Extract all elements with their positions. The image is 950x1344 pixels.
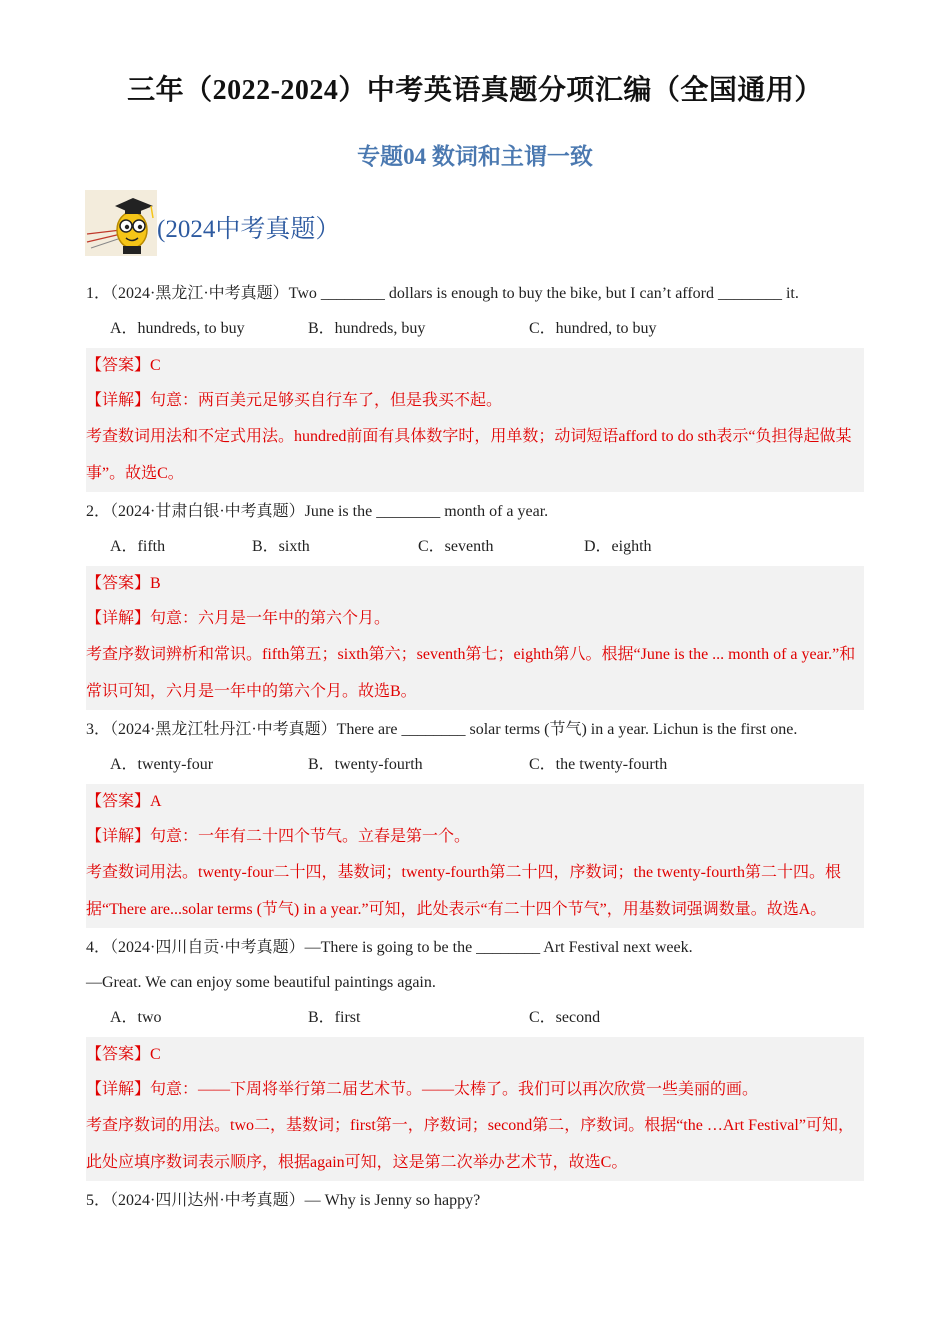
option: B．twenty-fourth bbox=[308, 756, 423, 773]
option: A．twenty-four bbox=[110, 756, 214, 773]
detail-line: 【详解】句意：两百美元足够买自行车了，但是我买不起。 bbox=[86, 392, 503, 409]
options-row bbox=[86, 1000, 864, 1035]
question-stem: 1．（2024·黑龙江·中考真题）Two ________ dollars is enough to buy the bike, but I can’t afford ________ it. bbox=[86, 285, 799, 302]
option: C．hundred, to buy bbox=[529, 320, 657, 337]
options-row bbox=[86, 311, 864, 346]
section-label: (2024中考真题） bbox=[157, 216, 341, 243]
answer-line: 【答案】B bbox=[86, 575, 161, 592]
option: B．hundreds, buy bbox=[308, 320, 426, 337]
answer-box bbox=[86, 784, 864, 928]
option: C．seventh bbox=[418, 538, 494, 555]
question-stem: 4．（2024·四川自贡·中考真题）—There is going to be the ________ Art Festival next week. bbox=[86, 939, 693, 956]
option: B．first bbox=[308, 1009, 361, 1026]
analysis-text: 考查数词用法和不定式用法。hundred前面有具体数字时，用单数；动词短语afford to do sth表示“负担得起做某事”。故选C。 bbox=[86, 428, 852, 482]
detail-line: 【详解】句意：六月是一年中的第六个月。 bbox=[86, 610, 391, 627]
options-row bbox=[86, 529, 864, 564]
answer-line: 【答案】A bbox=[86, 793, 162, 810]
topic-subtitle: 专题04 数词和主谓一致 bbox=[357, 144, 593, 169]
option: A．two bbox=[110, 1009, 162, 1026]
question-list bbox=[86, 276, 864, 1218]
question-stem-reply: —Great. We can enjoy some beautiful paintings again. bbox=[86, 974, 436, 991]
answer-box bbox=[86, 566, 864, 710]
question-stem: 5．（2024·四川达州·中考真题）— Why is Jenny so happy? bbox=[86, 1192, 481, 1209]
question-stem: 3．（2024·黑龙江牡丹江·中考真题）There are ________ solar terms (节气) in a year. Lichun is the first one. bbox=[86, 721, 798, 738]
answer-box bbox=[86, 1037, 864, 1181]
question-stem: 2．（2024·甘肃白银·中考真题）June is the ________ month of a year. bbox=[86, 503, 549, 520]
analysis-text: 考查序数词辨析和常识。fifth第五；sixth第六；seventh第七；eighth第八。根据“June is the ... month of a year.”和常识可知，六月是一年中的第六个月。故选B。 bbox=[86, 646, 856, 700]
option: A．fifth bbox=[110, 538, 166, 555]
option: C．second bbox=[529, 1009, 601, 1026]
answer-line: 【答案】C bbox=[86, 1046, 161, 1063]
detail-line: 【详解】句意：一年有二十四个节气。立春是第一个。 bbox=[86, 828, 471, 845]
answer-line: 【答案】C bbox=[86, 357, 161, 374]
answer-box bbox=[86, 348, 864, 492]
option: D．eighth bbox=[584, 538, 652, 555]
section-header bbox=[85, 190, 340, 256]
analysis-text: 考查数词用法。twenty-four二十四，基数词；twenty-fourth第二十四，序数词；the twenty-fourth第二十四。根据“There are...solar terms (节气) in a year.”可知，此处表示“有二十四个节气”，用基数词强调数量。故选A。 bbox=[86, 864, 842, 918]
detail-line: 【详解】句意：——下周将举行第二届艺术节。——太棒了。我们可以再次欣赏一些美丽的画。 bbox=[86, 1081, 759, 1098]
option: C．the twenty-fourth bbox=[529, 756, 668, 773]
analysis-text: 考查序数词的用法。two二，基数词；first第一，序数词；second第二，序数词。根据“the …Art Festival”可知，此处应填序数词表示顺序，根据again可知，这是第二次举办艺术节，故选C。 bbox=[86, 1117, 854, 1171]
options-row bbox=[86, 747, 864, 782]
option: B．sixth bbox=[252, 538, 310, 555]
option: A．hundreds, to buy bbox=[110, 320, 245, 337]
page-title: 三年（2022-2024）中考英语真题分项汇编（全国通用） bbox=[127, 75, 823, 106]
mascot-icon bbox=[85, 190, 157, 256]
